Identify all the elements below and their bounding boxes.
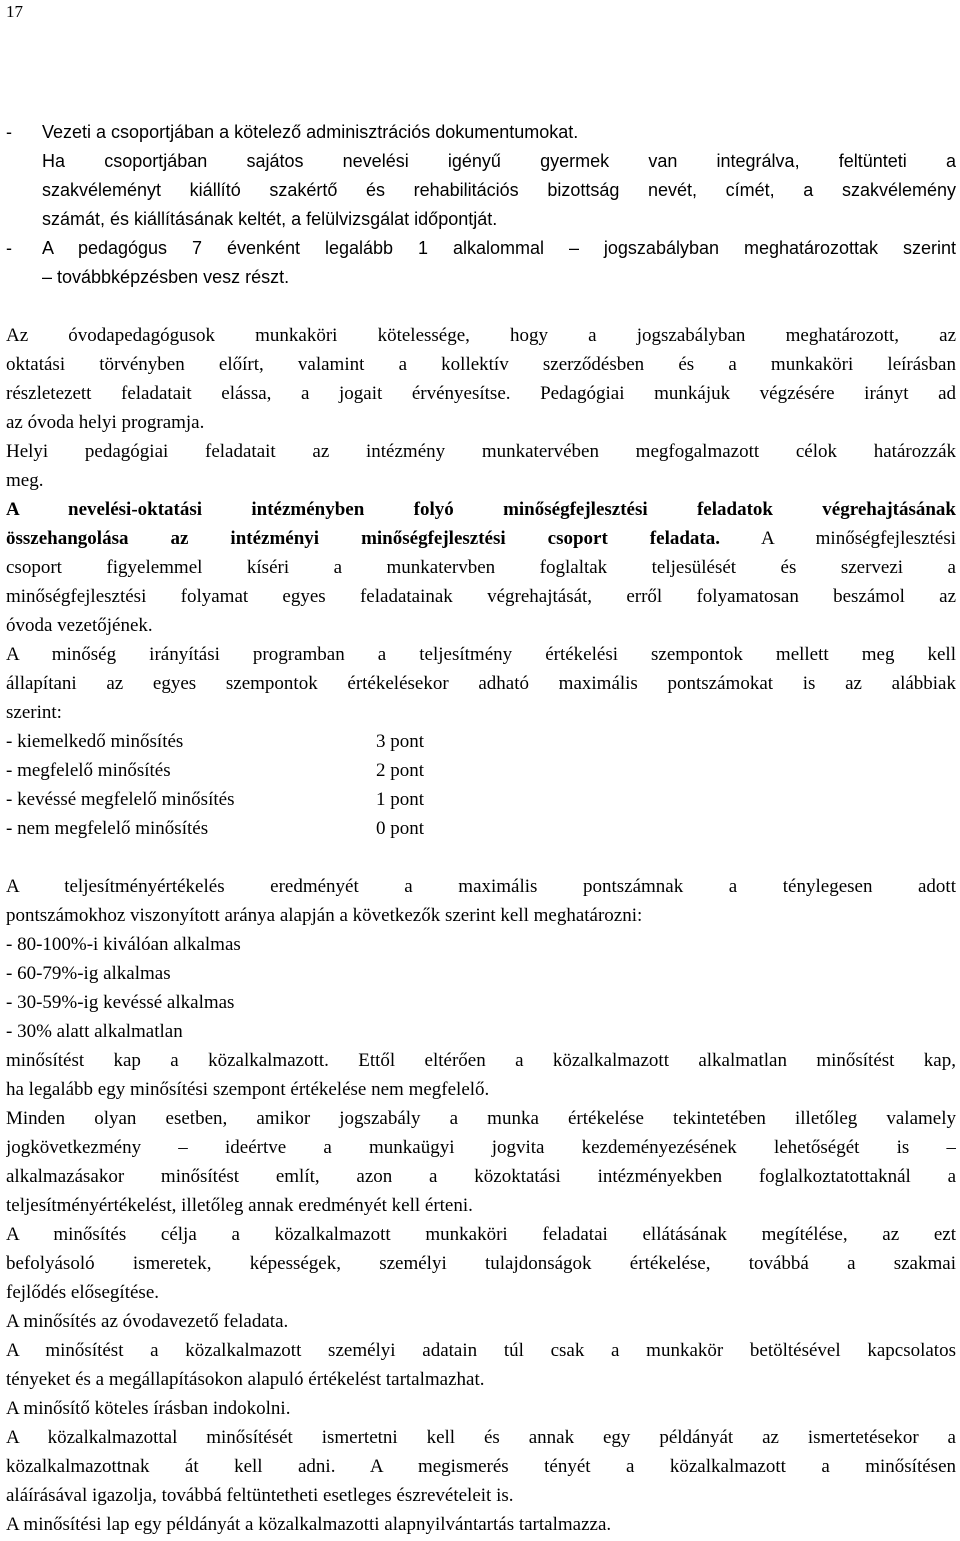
paragraph-content: A minősítést a közalkalmazott személyi adatain túl csak a munkakör betöltésével kapcsolatos tényeket és a megállapításokon alapuló értékelést tartalmazhat. — [6, 1340, 956, 1390]
list-item: Ha csoportjában sajátos nevelési igényű gyermek van integrálva, feltünteti a — [42, 151, 956, 171]
page-content — [6, 118, 956, 1539]
top-bullet-list — [6, 118, 956, 292]
paragraph-local-tasks: Helyi pedagógiai feladatait az intézmény munkatervében megfogalmazott célok határozzák meg. — [6, 441, 956, 491]
bold-statement: összehangolása az intézményi minőségfejlesztési csoport feladata. — [6, 528, 720, 549]
paragraph-legal: Minden olyan esetben, amikor jogszabály a munka értékelése tekintetében illetőleg valamely jogkövetkezmény – ideértve a munkaügyi jogvita kezdeményezésének lehetőségét is – alkalmazásakor minősítést említ, azon a közoktatási intézményekben foglalkoztatottaknál a teljesítményértékelést, illetőleg annak eredményét kell érteni. — [6, 1108, 956, 1216]
score-row: - megfelelő minősítés 2 pont — [6, 760, 425, 781]
list-item: – továbbképzésben vesz részt. — [42, 267, 290, 287]
page-number: 17 — [6, 2, 23, 21]
paragraph-scoring-intro: A minőség irányítási programban a teljesítmény értékelési szempontok mellett meg kell állapítani az egyes szempontok értékelésekor adható maximális pontszámokat is az alábbiak szerint: — [6, 644, 956, 723]
paragraph-rating-result: minősítést kap a közalkalmazott. Ettől eltérően a közalkalmazott alkalmatlan minősítést kap, ha legalább egy minősítési szempont értékelése nem megfelelő. — [6, 1050, 956, 1100]
list-item: - 80-100%-i kiválóan alkalmas — [6, 934, 241, 955]
list-item: - A pedagógus 7 évenként legalább 1 alkalommal – jogszabályban meghatározottak szerint — [6, 238, 956, 258]
rating-list — [6, 930, 956, 1046]
paragraph-notification: A közalkalmazottal minősítését ismertetni kell és annak egy példányát az ismertetésekor a közalkalmazottnak át kell adni. A megismerés tényét a közalkalmazott a minősítésen aláírásával igazolja, továbbá feltüntetheti esetleges észrevételeit is. — [6, 1427, 956, 1506]
score-list — [6, 727, 956, 843]
bold-statement: A nevelési-oktatási intézményben folyó minőségfejlesztési feladatok végrehajtásának — [6, 499, 956, 520]
list-item: - 60-79%-ig alkalmas — [6, 963, 171, 984]
score-row: - kevéssé megfelelő minősítés 1 pont — [6, 789, 425, 810]
score-row: - nem megfelelő minősítés 0 pont — [6, 818, 425, 839]
paragraph-responsible: A minősítés az óvodavezető feladata. — [6, 1311, 289, 1332]
list-item: - 30% alatt alkalmatlan — [6, 1021, 183, 1042]
list-item: szakvéleményt kiállító szakértő és rehabilitációs bizottság nevét, címét, a szakvélemény — [42, 180, 956, 200]
paragraph-duties: Az óvodapedagógusok munkaköri kötelessége, hogy a jogszabályban meghatározott, az oktatási törvényben előírt, valamint a kollektív szerződésben és a munkaköri leírásban részletezett feladatait elássa, a jogait érvényesítse. Pedagógiai munkájuk végzésére irányt ad az óvoda helyi programja. — [6, 325, 956, 433]
paragraph-evaluation: A teljesítményértékelés eredményét a maximális pontszámnak a ténylegesen adott pontszámokhoz viszonyított aránya alapján a következők szerint kell meghatározni: — [6, 876, 956, 926]
list-item: - 30-59%-ig kevéssé alkalmas — [6, 992, 235, 1013]
paragraph-quality: A nevelési-oktatási intézményben folyó minőségfejlesztési feladatok végrehajtásának összehangolása az intézményi minőségfejlesztési csoport feladata. A minőségfejlesztési csoport figyelemmel kíséri a munkatervben foglaltak teljesülését és szervezi a minőségfejlesztési folyamat egyes feladatainak végrehajtását, erről folyamatosan beszámol az óvoda vezetőjének. — [6, 495, 956, 640]
paragraph-record: A minősítési lap egy példányát a közalkalmazotti alapnyilvántartás tartalmazza. — [6, 1514, 612, 1535]
list-item: - Vezeti a csoportjában a kötelező adminisztrációs dokumentumokat. — [6, 122, 579, 142]
paragraph-purpose: A minősítés célja a közalkalmazott munkaköri feladatai ellátásának megítélése, az ezt befolyásoló ismeretek, képességek, személyi tulajdonságok értékelése, továbbá a szakmai fejlődés elősegítése. — [6, 1224, 956, 1303]
paragraph-justify: A minősítő köteles írásban indokolni. — [6, 1398, 291, 1419]
score-row: - kiemelkedő minősítés 3 pont — [6, 731, 425, 752]
list-item: számát, és kiállításának keltét, a felülvizsgálat időpontját. — [42, 209, 498, 229]
